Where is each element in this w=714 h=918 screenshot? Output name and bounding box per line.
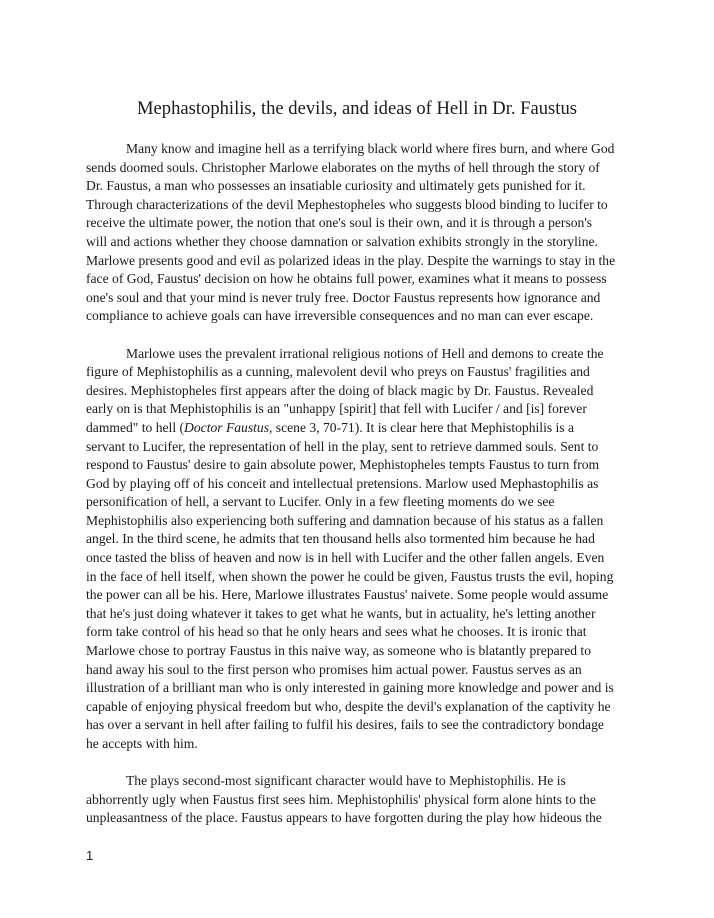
text-line: he accepts with him. [86, 736, 198, 751]
text-line: one's soul and that your mind is never truly free. Doctor Faustus represents how ignorance and [86, 289, 601, 305]
citation-title: Doctor Faustus, [184, 419, 273, 435]
text-line: Marlowe presents good and evil as polarized ideas in the play. Despite the warnings to stay in the [86, 252, 616, 268]
text-line: sends doomed souls. Christopher Marlowe elaborates on the myths of hell through the story of [86, 159, 600, 175]
text-line: Marlowe uses the prevalent irrational religious notions of Hell and demons to create the [126, 345, 604, 361]
citation-text: dammed" to hell ( [86, 419, 185, 435]
text-line: face of God, Faustus' decision on how he obtains full power, examines what it means to possess [86, 271, 607, 287]
citation-text: scene 3, 70-71). It is clear here that Mephistophilis is a [272, 419, 575, 435]
text-line: illustration of a brilliant man who is only interested in gaining more knowledge and power and is [86, 680, 614, 696]
text-line: once tasted the bliss of heaven and now is in hell with Lucifer and the other fallen angels. Even [86, 550, 605, 566]
document-body [86, 140, 636, 847]
paragraph [86, 772, 636, 828]
text-line: Marlowe chose to portray Faustus in this naive way, as someone who is blatantly prepared to [86, 643, 591, 659]
text-line: The plays second-most significant character would have to Mephistophilis. He is [126, 773, 566, 789]
text-line: Mephistophilis also experiencing both suffering and damnation because of his status as a fallen [86, 512, 604, 528]
text-line: early on is that Mephistophilis is an "unhappy [spirit] that fell with Lucifer / and [is] forever [86, 401, 587, 417]
text-line: God by playing off of his conceit and intellectual pretensions. Marlow used Mephastophilis as [86, 475, 599, 491]
text-line: angel. In the third scene, he admits that ten thousand hells also tormented him because he had [86, 531, 595, 547]
text-line: abhorrently ugly when Faustus first sees him. Mephistophilis' physical form alone hints to the [86, 791, 596, 807]
text-line: compliance to achieve goals can have irreversible consequences and no man can ever escape. [86, 308, 594, 324]
text-line: that he's just doing whatever it takes to get what he wants, but in actuality, he's letting another [86, 605, 596, 621]
text-line: personification of hell, a servant to Lucifer. Only in a few fleeting moments do we see [86, 494, 555, 510]
text-line: figure of Mephistophilis as a cunning, malevolent devil who preys on Faustus' fragilities and [86, 364, 590, 380]
paragraph [86, 140, 636, 326]
text-line: receive the ultimate power, the notion that one's soul is their own, and it is through a person's [86, 215, 593, 231]
text-line: capable of enjoying physical freedom but who, despite the devil's explanation of the captivity he [86, 698, 611, 714]
text-line [86, 419, 636, 438]
text-line: will and actions whether they choose damnation or salvation exhibits strongly in the storyline. [86, 233, 598, 249]
text-line: form take control of his head so that he only hears and sees what he chooses. It is ironic that [86, 624, 587, 640]
text-line: unpleasantness of the place. Faustus appears to have forgotten during the play how hideous the [86, 810, 602, 826]
text-line: servant to Lucifer, the representation of hell in the play, sent to retrieve dammed souls. Sent to [86, 438, 599, 454]
text-line: the power can all be his. Here, Marlowe illustrates Faustus' naivete. Some people would assume [86, 587, 609, 603]
document-title: Mephastophilis, the devils, and ideas of Hell in Dr. Faustus [136, 98, 577, 119]
page-number: 1 [86, 848, 94, 863]
text-line: Through characterizations of the devil Mephestopheles who suggests blood binding to lucifer to [86, 196, 608, 212]
text-line: Many know and imagine hell as a terrifying black world where fires burn, and where God [126, 141, 615, 156]
text-line: in the face of hell itself, when shown the power he could be given, Faustus trusts the evil, hoping [86, 568, 614, 584]
text-line: hand away his soul to the first person who promises him actual power. Faustus serves as an [86, 661, 582, 677]
text-line: Dr. Faustus, a man who possesses an insatiable curiosity and ultimately gets punished for it. [86, 178, 586, 194]
text-line: desires. Mephistopheles first appears after the doing of black magic by Dr. Faustus. Revealed [86, 382, 594, 398]
paragraph [86, 345, 636, 754]
text-line: has over a servant in hell after failing to fulfil his desires, fails to see the contradictory bondage [86, 717, 604, 733]
text-line: respond to Faustus' desire to gain absolute power, Mephistopheles tempts Faustus to turn from [86, 457, 600, 473]
